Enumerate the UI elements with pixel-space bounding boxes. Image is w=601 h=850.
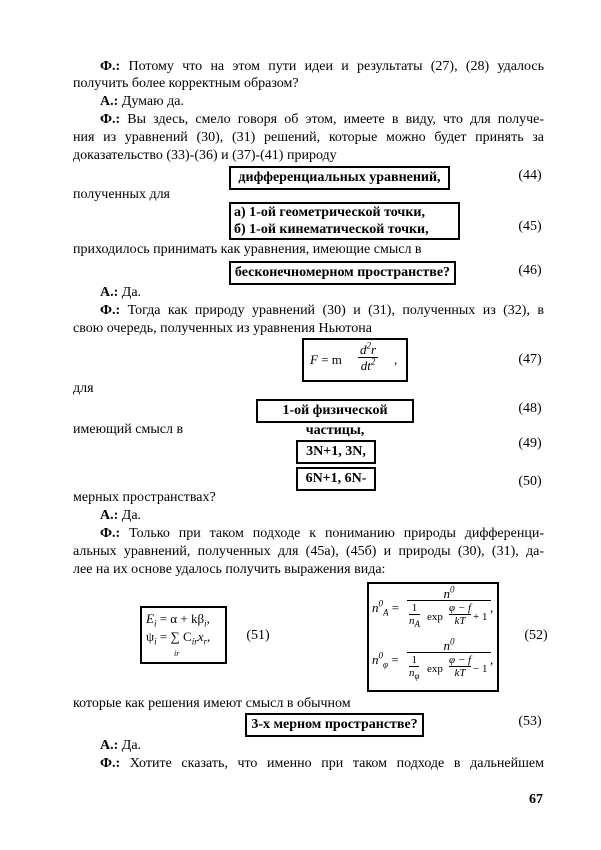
eq47-lhs: F xyxy=(310,352,318,367)
eq51-E-sub: i xyxy=(153,618,157,629)
reply4-text: Да. xyxy=(118,738,142,753)
speaker-label: А.: xyxy=(100,285,119,300)
eq51-sum-index: ir xyxy=(174,649,180,658)
reply1-text: Думаю да. xyxy=(118,94,184,109)
eq51-row2-sub2: ir xyxy=(191,636,198,647)
eq52-comma1: , xyxy=(490,600,494,615)
eq51-E: E xyxy=(146,611,154,626)
equation-52-box xyxy=(367,582,499,692)
para3-line2: свою очередь, полученных из уравнения Ньютона xyxy=(73,321,372,336)
eq52-den1-frac-num: 1 xyxy=(409,603,420,615)
para2-line2: ния из уравнений (30), (31) решений, которые можно будет принять за xyxy=(73,130,544,145)
equation-number-53: (53) xyxy=(518,714,542,729)
para1-text: Потому что на этом пути идеи и результаты (27), (28) удалось xyxy=(120,59,544,74)
eq52-den2-frac-num: 1 xyxy=(409,655,419,667)
speaker-label: А.: xyxy=(100,738,119,753)
equation-51-box xyxy=(140,606,227,664)
eq51-row1 xyxy=(146,611,210,627)
eq52-num2: n xyxy=(443,638,450,653)
eq47-num: d xyxy=(360,342,367,357)
eq52-minus1: − 1 xyxy=(473,663,488,675)
eq52-den1-sub: A xyxy=(414,619,420,630)
eq52-exp1: exp xyxy=(427,611,443,623)
speaker-label: Ф.: xyxy=(100,756,121,771)
eq51-x: x xyxy=(197,629,204,644)
reply2 xyxy=(100,284,141,301)
box45-line-b: б) 1-ой кинематической точки, xyxy=(234,222,429,237)
boxed-term-49: 3N+1, 3N, xyxy=(296,440,376,464)
para4-text: Только при таком подходе к пониманию природы дифференци- xyxy=(120,526,544,541)
eq51-row2-rest: = ∑ C xyxy=(156,629,192,644)
para2-line3: доказательство (33)-(36) и (37)-(41) природу xyxy=(73,148,337,163)
eq52-den2-n: n xyxy=(409,667,415,679)
text-meaning: имеющий смысл в xyxy=(73,422,184,437)
eq52-lhs2-n: n xyxy=(372,652,379,667)
equation-number-51: (51) xyxy=(246,628,270,643)
reply3-text: Да. xyxy=(118,508,142,523)
eq52-frac1 xyxy=(407,584,494,631)
eq52-lhs2-sup: 0 xyxy=(378,650,383,661)
para2-text: Вы здесь, смело говоря об этом, имеете в виду, что для получе- xyxy=(120,112,544,127)
para4-line1 xyxy=(100,525,544,542)
page-number: 67 xyxy=(529,792,543,807)
reply1 xyxy=(100,93,184,110)
equation-number-49: (49) xyxy=(518,436,542,451)
eq52-num2-sup: 0 xyxy=(450,636,455,647)
eq52-lhs2: $n^0_\varphi$ = xyxy=(372,650,399,670)
para1-line2: получить более корректным образом? xyxy=(73,76,299,91)
reply4 xyxy=(100,737,141,754)
eq52-exp1-num: φ − f xyxy=(449,602,472,614)
text-dim: мерных пространствах? xyxy=(73,490,216,505)
eq47-tail: , xyxy=(394,352,398,367)
equation-47-box xyxy=(302,338,408,382)
eq52-num1: n xyxy=(443,586,450,601)
eq47-den: dt xyxy=(360,358,371,373)
equation-number-46: (46) xyxy=(518,263,542,278)
eq51-row2 xyxy=(146,629,210,645)
eq47-num-var: r xyxy=(371,342,377,357)
equation-number-45: (45) xyxy=(518,219,542,234)
eq52-exp2-den: kT xyxy=(454,667,466,679)
text-for2: для xyxy=(73,381,94,396)
eq51-row2-end: , xyxy=(207,629,211,644)
eq47-fraction xyxy=(358,342,378,373)
equation-number-48: (48) xyxy=(518,401,542,416)
box45-line-a: а) 1-ой геометрической точки, xyxy=(234,205,425,220)
boxed-term-50: 6N+1, 6N- xyxy=(296,467,376,491)
para2-line1 xyxy=(100,111,544,128)
para4-line3: лее на их основе удалось получить выражения вида: xyxy=(73,562,386,577)
eq52-exp2-num: φ − f xyxy=(449,654,472,666)
eq52-lhs2-sub: φ xyxy=(383,659,388,670)
speaker-label: А.: xyxy=(100,94,119,109)
speaker-label: Ф.: xyxy=(100,59,121,74)
equation-number-52: (52) xyxy=(524,628,548,643)
speaker-label: Ф.: xyxy=(100,526,121,541)
boxed-term-45 xyxy=(229,202,460,240)
eq52-frac2 xyxy=(407,636,494,683)
boxed-term-48: 1-ой физической частицы, xyxy=(256,399,414,423)
equation-number-44: (44) xyxy=(518,168,542,183)
eq47-eq: = m xyxy=(317,352,342,367)
para5-text: Хотите сказать, что именно при таком подходе в дальнейшем xyxy=(120,756,544,771)
eq52-den1-n: n xyxy=(409,615,415,627)
speaker-label: А.: xyxy=(100,508,119,523)
text-solutions: которые как решения имеют смысл в обычном xyxy=(73,696,351,711)
speaker-label: Ф.: xyxy=(100,303,121,318)
eq52-exp1-den: kT xyxy=(454,615,466,627)
eq52-num1-sup: 0 xyxy=(450,584,455,595)
text-accept: приходилось принимать как уравнения, имеющие смысл в xyxy=(73,242,422,257)
eq52-den2-sub: φ xyxy=(414,671,420,682)
equation-number-47: (47) xyxy=(518,352,542,367)
eq51-row1-sub2: i xyxy=(204,618,207,629)
eq47-num-sup: 2 xyxy=(366,340,371,351)
para1-line1 xyxy=(100,58,544,75)
reply2-text: Да. xyxy=(118,285,142,300)
boxed-term-46: бесконечномерном пространстве? xyxy=(229,261,456,285)
eq52-lhs1-sub: A xyxy=(383,607,389,618)
eq51-psi-sub: i xyxy=(154,636,157,647)
eq51-row1-rest: = α + kβ xyxy=(156,611,205,626)
para3-text: Тогда как природу уравнений (30) и (31), полученных из (32), в xyxy=(120,303,544,318)
eq51-psi: ψ xyxy=(146,629,155,644)
eq51-x-sub: r xyxy=(203,636,207,647)
eq52-plus1: + 1 xyxy=(473,611,488,623)
eq51-row1-end: , xyxy=(206,611,210,626)
equation-number-50: (50) xyxy=(518,474,542,489)
eq47-den-sup: 2 xyxy=(370,356,376,367)
eq52-lhs1-sup: 0 xyxy=(378,598,383,609)
para5-line1 xyxy=(100,755,544,772)
eq52-exp2: exp xyxy=(427,663,443,675)
boxed-term-44: дифференциальных уравнений, xyxy=(229,166,450,190)
reply3 xyxy=(100,507,141,524)
boxed-term-53: 3-х мерном пространстве? xyxy=(245,713,424,737)
para3-line1 xyxy=(100,302,544,319)
text-for: полученных для xyxy=(73,187,170,202)
eq52-comma2: , xyxy=(490,652,494,667)
eq52-lhs1: $n^0_A$ = xyxy=(372,598,400,618)
speaker-label: Ф.: xyxy=(100,112,121,127)
equation-47 xyxy=(310,352,342,368)
eq52-lhs1-n: n xyxy=(372,600,379,615)
para4-line2: альных уравнений, полученных для (45а), (45б) и природы (30), (31), да- xyxy=(73,544,544,559)
